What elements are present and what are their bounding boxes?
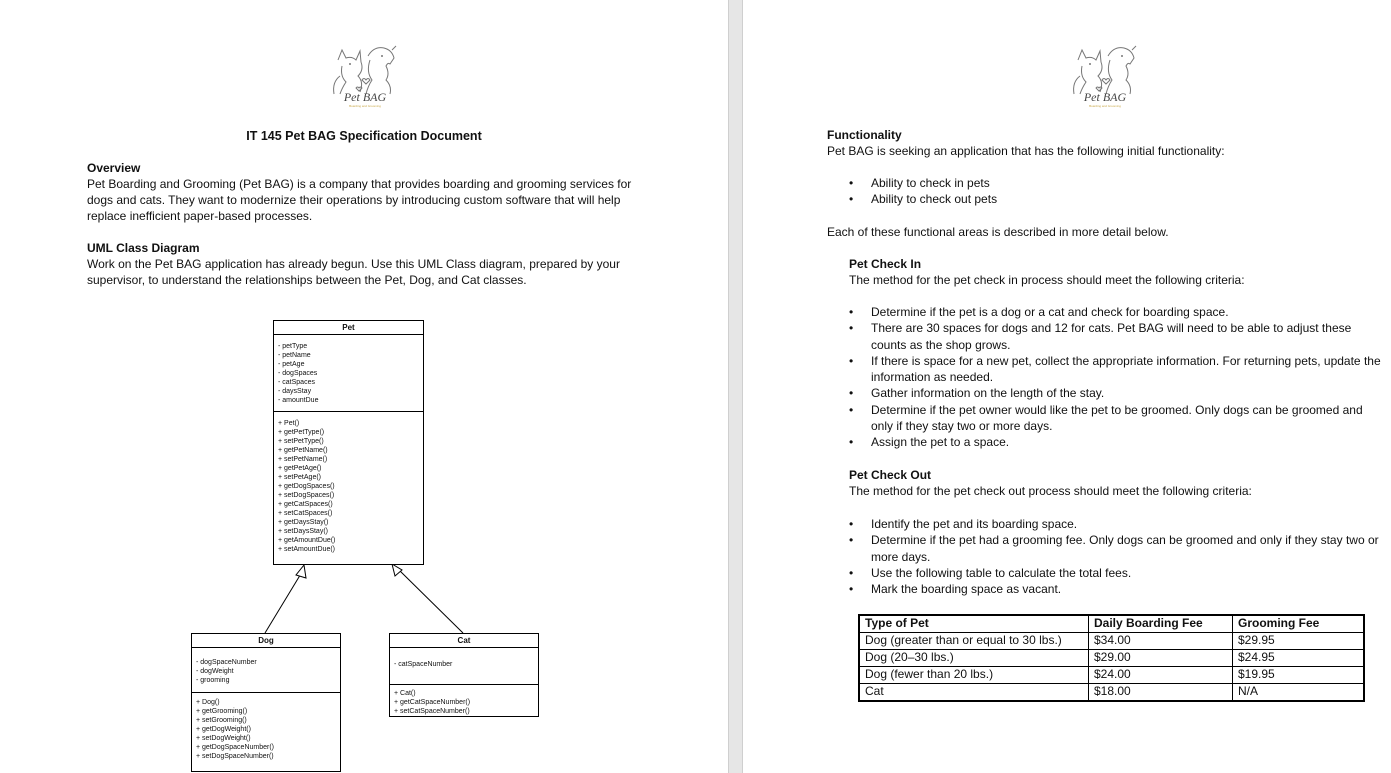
table-cell: $24.00 <box>1089 667 1233 684</box>
uml-attribute: - petType <box>278 343 308 350</box>
list-item: • Determine if the pet owner would like the pet to be groomed. Only dogs can be groomed and only if they stay two or more days. <box>849 402 1387 435</box>
table-cell: Dog (20–30 lbs.) <box>859 650 1089 667</box>
uml-method: + setCatSpaces() <box>278 510 333 517</box>
fee-table <box>858 614 1365 702</box>
uml-method: + setDaysStay() <box>278 528 328 535</box>
check-out-intro: The method for the pet check out process should meet the following criteria: <box>849 484 1252 498</box>
check-out-heading: Pet Check Out <box>849 468 932 482</box>
uml-attributes <box>192 648 340 692</box>
table-row <box>859 633 1364 650</box>
uml-method: + setDogSpaceNumber() <box>196 753 274 760</box>
overview-heading: Overview <box>87 161 141 175</box>
uml-method: + getPetAge() <box>278 465 322 472</box>
table-cell: $34.00 <box>1089 633 1233 650</box>
uml-method: + getDogWeight() <box>196 726 251 733</box>
uml-method: + setDogWeight() <box>196 735 251 742</box>
logo-wordmark: Pet BAG <box>343 90 387 104</box>
uml-attribute: - amountDue <box>278 397 319 404</box>
uml-attribute: - grooming <box>196 677 230 684</box>
column-header: Type of Pet <box>859 615 1089 633</box>
uml-intro-line: supervisor, to understand the relationships between the Pet, Dog, and Cat classes. <box>87 273 527 287</box>
functionality-list <box>849 175 1369 208</box>
table-cell: $18.00 <box>1089 684 1233 702</box>
uml-attribute: - catSpaceNumber <box>394 661 453 668</box>
check-out-list <box>849 516 1387 597</box>
overview-line: dogs and cats. They want to modernize their operations by introducing custom software that will help <box>87 193 621 207</box>
uml-method: + setAmountDue() <box>278 546 335 553</box>
uml-method: + getGrooming() <box>196 708 248 715</box>
logo-tagline: Boarding and Grooming <box>1089 104 1121 108</box>
uml-method: + setCatSpaceNumber() <box>394 708 470 715</box>
uml-method: + getDaysStay() <box>278 519 329 526</box>
list-item: • Ability to check in pets <box>849 175 1369 191</box>
pet-bag-logo <box>1070 42 1140 110</box>
list-item: • Assign the pet to a space. <box>849 434 1387 450</box>
uml-attribute: - daysStay <box>278 388 312 395</box>
uml-attribute: - catSpaces <box>278 379 315 386</box>
list-item: • Ability to check out pets <box>849 191 1369 207</box>
uml-method: + getCatSpaces() <box>278 501 333 508</box>
uml-attribute: - dogSpaces <box>278 370 318 377</box>
uml-methods <box>192 692 340 765</box>
check-in-heading: Pet Check In <box>849 257 922 271</box>
logo-tagline: Boarding and Grooming <box>349 104 381 108</box>
table-cell: Dog (fewer than 20 lbs.) <box>859 667 1089 684</box>
table-cell: Cat <box>859 684 1089 702</box>
uml-method: + getPetName() <box>278 447 328 454</box>
uml-method: + getCatSpaceNumber() <box>394 699 471 706</box>
uml-method: + getPetType() <box>278 429 325 436</box>
table-cell: $19.95 <box>1233 667 1365 684</box>
table-cell: $29.95 <box>1233 633 1365 650</box>
table-row <box>859 684 1364 702</box>
table-row <box>859 667 1364 684</box>
column-header: Grooming Fee <box>1233 615 1365 633</box>
uml-attribute: - petAge <box>278 361 305 368</box>
uml-method: + setPetAge() <box>278 474 321 481</box>
list-item: • Determine if the pet had a grooming fee. Only dogs can be groomed and only if they stay two or more days. <box>849 532 1387 565</box>
uml-class-pet <box>273 320 424 565</box>
functionality-outro: Each of these functional areas is described in more detail below. <box>827 225 1169 239</box>
document-title: IT 145 Pet BAG Specification Document <box>246 129 482 143</box>
list-item: • If there is space for a new pet, collect the appropriate information. For returning pets, update the information as needed. <box>849 353 1387 386</box>
logo-wordmark: Pet BAG <box>1083 90 1127 104</box>
uml-attribute: - dogWeight <box>196 668 234 675</box>
uml-method: + setDogSpaces() <box>278 492 335 499</box>
table-cell: N/A <box>1233 684 1365 702</box>
uml-method: + getAmountDue() <box>278 537 336 544</box>
uml-class-dog <box>191 633 341 772</box>
check-in-intro: The method for the pet check in process should meet the following criteria: <box>849 273 1245 287</box>
table-cell: Dog (greater than or equal to 30 lbs.) <box>859 633 1089 650</box>
uml-heading: UML Class Diagram <box>87 241 200 255</box>
list-item: • Identify the pet and its boarding space. <box>849 516 1387 532</box>
uml-attribute: - petName <box>278 352 311 359</box>
uml-attributes <box>274 335 423 411</box>
table-row <box>859 650 1364 667</box>
uml-method: + Dog() <box>196 699 220 706</box>
uml-class-name: Cat <box>390 634 538 648</box>
uml-method: + getDogSpaceNumber() <box>196 744 275 751</box>
list-item: • Determine if the pet is a dog or a cat and check for boarding space. <box>849 304 1387 320</box>
functionality-heading: Functionality <box>827 128 902 142</box>
uml-class-cat <box>389 633 539 717</box>
uml-methods <box>274 411 423 558</box>
uml-methods <box>390 684 538 720</box>
uml-attributes <box>390 648 538 684</box>
functionality-intro: Pet BAG is seeking an application that has the following initial functionality: <box>827 144 1225 158</box>
list-item: • Gather information on the length of the stay. <box>849 385 1387 401</box>
overview-line: replace inefficient paper-based processes. <box>87 209 313 223</box>
uml-class-name: Dog <box>192 634 340 648</box>
table-header-row <box>859 615 1364 633</box>
uml-intro-line: Work on the Pet BAG application has already begun. Use this UML Class diagram, prepared by your <box>87 257 620 271</box>
uml-method: + getDogSpaces() <box>278 483 335 490</box>
overview-line: Pet Boarding and Grooming (Pet BAG) is a company that provides boarding and grooming services for <box>87 177 632 191</box>
uml-method: + setGrooming() <box>196 717 247 724</box>
uml-attribute: - dogSpaceNumber <box>196 659 257 666</box>
list-item: • Use the following table to calculate the total fees. <box>849 565 1387 581</box>
table-cell: $24.95 <box>1233 650 1365 667</box>
check-in-list <box>849 304 1387 451</box>
document-page-2 <box>742 0 1391 773</box>
list-item: • Mark the boarding space as vacant. <box>849 581 1387 597</box>
table-cell: $29.00 <box>1089 650 1233 667</box>
uml-class-name: Pet <box>274 321 423 335</box>
list-item: • There are 30 spaces for dogs and 12 for cats. Pet BAG will need to be able to adjust these counts as the shop grows. <box>849 320 1387 353</box>
column-header: Daily Boarding Fee <box>1089 615 1233 633</box>
uml-method: + Pet() <box>278 420 300 427</box>
uml-method: + setPetType() <box>278 438 324 445</box>
uml-method: + Cat() <box>394 690 416 697</box>
uml-method: + setPetName() <box>278 456 328 463</box>
